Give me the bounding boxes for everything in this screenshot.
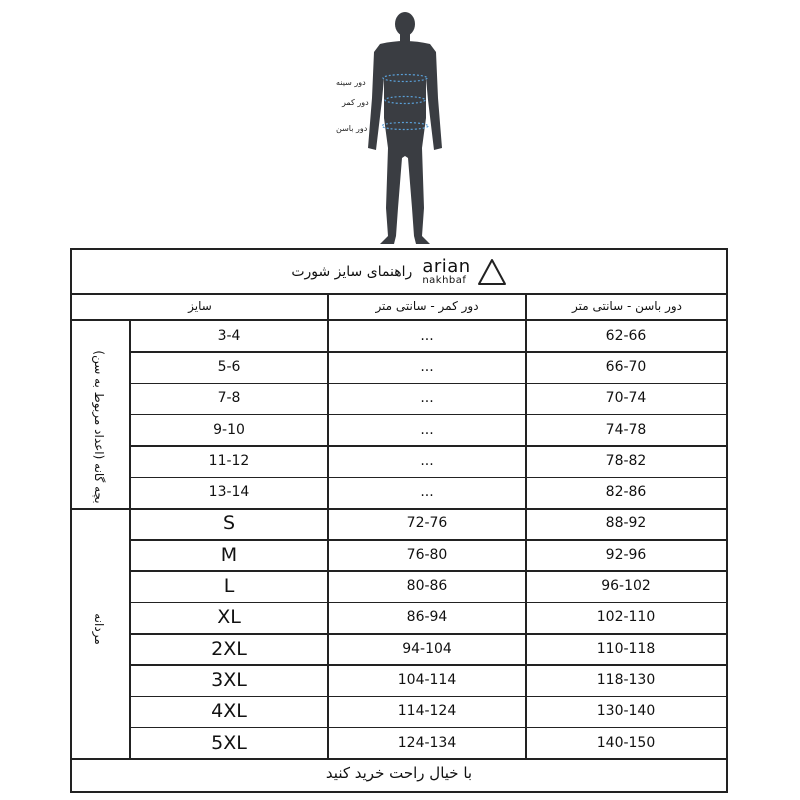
- cell-hip: 78-82: [605, 452, 647, 469]
- brand-subname: nakhbaf: [422, 274, 467, 286]
- cell-waist: 72-76: [406, 515, 448, 532]
- group-divider: [72, 508, 726, 510]
- row-divider: [130, 351, 726, 353]
- chart-title: راهنمای سایز شورت: [291, 263, 413, 280]
- cell-size: 7-8: [217, 390, 241, 407]
- cell-size: 4XL: [211, 700, 247, 723]
- row-divider: [130, 664, 726, 666]
- cell-waist: 80-86: [406, 578, 448, 595]
- column-header-size: سایز: [188, 299, 212, 313]
- cell-hip: 130-140: [596, 703, 656, 720]
- cell-hip: 62-66: [605, 327, 647, 344]
- group-label-men: مردانه: [92, 613, 106, 645]
- cell-size: 5-6: [217, 358, 241, 375]
- row-divider: [130, 477, 726, 479]
- cell-size: XL: [217, 606, 241, 629]
- cell-hip: 118-130: [596, 671, 656, 688]
- cell-size: 2XL: [211, 637, 247, 660]
- brand-logo: [422, 255, 506, 286]
- row-divider: [130, 383, 726, 385]
- footer-divider: [72, 758, 726, 760]
- cell-waist: 94-104: [402, 640, 452, 657]
- cell-waist: 104-114: [397, 671, 457, 688]
- row-divider: [130, 445, 726, 447]
- cell-size: M: [220, 543, 238, 566]
- row-divider: [130, 696, 726, 698]
- hip-label: دور باسن: [336, 124, 368, 133]
- cell-hip: 74-78: [605, 421, 647, 438]
- cell-hip: 110-118: [596, 640, 656, 657]
- cell-size: 3XL: [211, 668, 247, 691]
- cell-size: 13-14: [208, 484, 250, 501]
- brand-name: arian: [422, 255, 471, 277]
- group-label-kids: بچه گانه (اعداد مربوط به سن): [92, 350, 106, 504]
- header-divider: [72, 293, 726, 295]
- cell-hip: 88-92: [605, 515, 647, 532]
- triangle-logo-icon: [477, 258, 507, 286]
- row-divider: [130, 570, 726, 572]
- table-header: [72, 250, 726, 293]
- row-divider: [130, 633, 726, 635]
- column-header-divider: [72, 319, 726, 321]
- cell-hip: 70-74: [605, 390, 647, 407]
- cell-size: L: [223, 575, 235, 598]
- cell-waist: 114-124: [397, 703, 457, 720]
- chest-label: دور سینه: [336, 78, 366, 87]
- cell-size: S: [222, 512, 236, 535]
- row-divider: [130, 727, 726, 729]
- row-divider: [130, 414, 726, 416]
- row-divider: [130, 602, 726, 604]
- column-header-waist: دور کمر - سانتی متر: [375, 299, 479, 313]
- cell-hip: 82-86: [605, 484, 647, 501]
- cell-waist: ...: [420, 452, 434, 469]
- cell-waist: ...: [420, 327, 434, 344]
- size-chart-table: [70, 248, 728, 793]
- cell-hip: 140-150: [596, 734, 656, 751]
- cell-size: 5XL: [211, 731, 247, 754]
- cell-waist: 76-80: [406, 546, 448, 563]
- cell-hip: 96-102: [601, 578, 651, 595]
- cell-size: 11-12: [208, 452, 250, 469]
- cell-hip: 66-70: [605, 358, 647, 375]
- cell-size: 3-4: [217, 327, 241, 344]
- column-divider: [525, 294, 527, 319]
- cell-waist: ...: [420, 421, 434, 438]
- cell-waist: ...: [420, 390, 434, 407]
- cell-size: 9-10: [213, 421, 245, 438]
- column-header-hip: دور باسن - سانتی متر: [571, 299, 683, 313]
- cell-waist: 86-94: [406, 609, 448, 626]
- cell-hip: 102-110: [596, 609, 656, 626]
- cell-waist: 124-134: [397, 734, 457, 751]
- column-divider: [327, 294, 329, 319]
- cell-waist: ...: [420, 484, 434, 501]
- cell-hip: 92-96: [605, 546, 647, 563]
- waist-label: دور کمر: [342, 98, 369, 107]
- row-divider: [130, 539, 726, 541]
- cell-waist: ...: [420, 358, 434, 375]
- footer-text: با خیال راحت خرید کنید: [325, 764, 473, 782]
